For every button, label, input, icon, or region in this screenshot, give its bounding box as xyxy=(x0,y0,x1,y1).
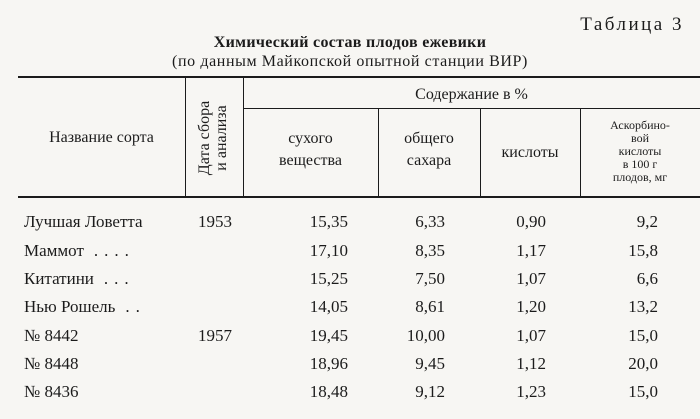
total-sugar-value: 8,61 xyxy=(415,297,445,316)
variety-name-text: Нью Рошель xyxy=(24,297,116,316)
header-ascorbic-line4: в 100 г xyxy=(622,157,658,171)
table-subtitle: (по данным Майкопской опытной станции ВИР) xyxy=(172,53,528,70)
header-variety: Название сорта xyxy=(49,129,154,146)
table-row xyxy=(0,326,700,354)
table-row xyxy=(0,382,700,410)
analysis-year: 1957 xyxy=(198,326,232,345)
ascorbic-acid-value: 15,0 xyxy=(628,382,658,401)
table-row xyxy=(0,297,700,325)
content-subheader-rule xyxy=(243,108,700,109)
acid-value: 0,90 xyxy=(516,212,546,231)
acid-value: 1,07 xyxy=(516,326,546,345)
variety-name: № 8442 xyxy=(24,326,79,345)
variety-name-text: Китатини xyxy=(24,269,94,288)
total-sugar-value: 9,12 xyxy=(415,382,445,401)
header-sugar-line1: общего xyxy=(404,130,454,147)
acid-value: 1,07 xyxy=(516,269,546,288)
dry-matter-value: 17,10 xyxy=(309,241,348,260)
header-date-line1: Дата сбора xyxy=(196,100,213,176)
top-rule xyxy=(18,76,700,78)
header-acid: кислоты xyxy=(501,144,559,161)
total-sugar-value: 10,00 xyxy=(406,326,445,345)
acid-value: 1,17 xyxy=(516,241,546,260)
acid-value: 1,12 xyxy=(516,354,546,373)
dry-matter-value: 15,25 xyxy=(309,269,348,288)
analysis-year: 1953 xyxy=(198,212,232,231)
ascorbic-acid-value: 13,2 xyxy=(628,297,658,316)
header-content: Содержание в % xyxy=(415,86,528,103)
ascorbic-acid-value: 9,2 xyxy=(636,212,658,231)
total-sugar-value: 6,33 xyxy=(415,212,445,231)
variety-name xyxy=(24,269,135,289)
header-dry xyxy=(243,128,378,172)
divider-variety-date xyxy=(185,78,186,196)
total-sugar-value: 8,35 xyxy=(415,241,445,260)
dry-matter-value: 18,96 xyxy=(309,354,348,373)
header-ascorbic-line1: Аскорбино- xyxy=(610,118,670,132)
table-label: Таблица 3 xyxy=(580,14,684,35)
header-dry-line1: сухого xyxy=(288,130,333,147)
header-ascorbic-line5: плодов, мг xyxy=(612,170,668,184)
ascorbic-acid-value: 6,6 xyxy=(636,269,658,288)
leader-dots: .... xyxy=(93,241,135,260)
variety-name: № 8436 xyxy=(24,382,79,401)
total-sugar-value: 7,50 xyxy=(415,269,445,288)
ascorbic-acid-value: 15,0 xyxy=(628,326,658,345)
header-bottom-rule xyxy=(18,196,700,198)
leader-dots: .. xyxy=(125,297,146,316)
dry-matter-value: 18,48 xyxy=(309,382,348,401)
table-row xyxy=(0,354,700,382)
header-sugar xyxy=(378,128,480,172)
header-date-line2: и анализа xyxy=(213,105,230,171)
variety-name-text: Маммот xyxy=(24,241,84,260)
dry-matter-value: 14,05 xyxy=(309,297,348,316)
acid-value: 1,20 xyxy=(516,297,546,316)
ascorbic-acid-value: 20,0 xyxy=(628,354,658,373)
table-title: Химический состав плодов ежевики xyxy=(213,34,487,51)
variety-name: Лучшая Ловетта xyxy=(24,212,143,231)
header-ascorbic-line2: вой xyxy=(630,131,649,145)
variety-name: № 8448 xyxy=(24,354,79,373)
acid-value: 1,23 xyxy=(516,382,546,401)
header-date xyxy=(196,78,232,198)
table-row xyxy=(0,212,700,240)
ascorbic-acid-value: 15,8 xyxy=(628,241,658,260)
table-row xyxy=(0,269,700,297)
header-dry-line2: вещества xyxy=(279,152,342,169)
header-ascorbic xyxy=(580,119,700,184)
table-row xyxy=(0,241,700,269)
variety-name xyxy=(24,241,135,261)
leader-dots: ... xyxy=(103,269,135,288)
header-ascorbic-line3: кислоты xyxy=(618,144,662,158)
header-sugar-line2: сахара xyxy=(406,152,452,169)
variety-name xyxy=(24,297,146,317)
total-sugar-value: 9,45 xyxy=(415,354,445,373)
dry-matter-value: 19,45 xyxy=(309,326,348,345)
dry-matter-value: 15,35 xyxy=(309,212,348,231)
